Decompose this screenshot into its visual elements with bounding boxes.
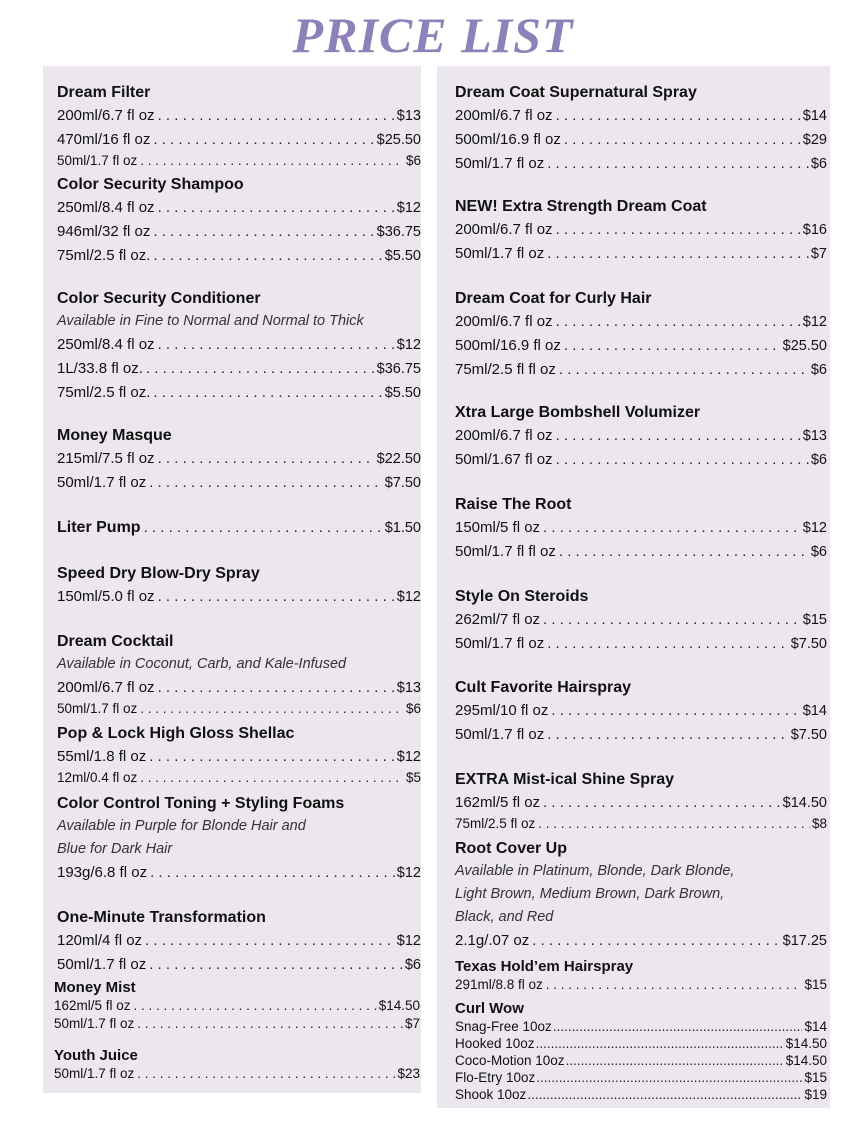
size-label: 295ml/10 fl oz	[455, 702, 549, 719]
dot-leader	[544, 242, 809, 265]
price-row	[455, 310, 827, 334]
dot-leader	[147, 861, 395, 884]
product-name: Dream Coat for Curly Hair	[455, 290, 652, 307]
price-row	[455, 976, 827, 994]
price-label: $25.50	[782, 338, 827, 354]
availability-note: Blue for Dark Hair	[57, 841, 173, 857]
product-liter-pump	[57, 516, 421, 540]
size-label: 200ml/6.7 fl oz	[57, 107, 155, 124]
dot-leader	[544, 723, 788, 746]
product-name: Color Security Conditioner	[57, 290, 261, 307]
price-row	[455, 448, 827, 472]
size-label: 75ml/2.5 fl oz.	[57, 384, 151, 401]
price-label: $12	[396, 749, 421, 765]
price-label: $17.25	[782, 933, 827, 949]
price-label: $12	[396, 589, 421, 605]
size-label: 200ml/6.7 fl oz	[455, 107, 553, 124]
dot-leader	[137, 769, 404, 787]
price-row	[455, 1069, 827, 1086]
size-label: 500ml/16.9 fl oz	[455, 131, 561, 148]
product-name: Liter Pump	[57, 519, 141, 536]
price-row	[57, 104, 421, 128]
page-title: PRICE LIST	[292, 7, 574, 63]
dot-leader	[146, 471, 382, 494]
price-row	[455, 1018, 827, 1035]
product-xtra-large-bombshell-volumizer	[455, 402, 827, 472]
size-label: 215ml/7.5 fl oz	[57, 450, 155, 467]
dot-leader	[134, 1065, 395, 1083]
size-label: Shook 10oz	[455, 1087, 527, 1102]
size-label: 500ml/16.9 fl oz	[455, 337, 561, 354]
availability-note: Black, and Red	[455, 909, 554, 925]
price-row	[455, 358, 827, 382]
size-label: 50ml/1.7 fl oz	[54, 1016, 135, 1031]
size-label: 75ml/2.5 fl fl oz	[455, 361, 556, 378]
product-name: Cult Favorite Hairspray	[455, 679, 632, 696]
size-label: 200ml/6.7 fl oz	[455, 427, 553, 444]
size-label: 250ml/8.4 fl oz	[57, 336, 155, 353]
price-row	[455, 152, 827, 176]
dot-leader	[137, 700, 404, 718]
price-row	[57, 381, 421, 405]
product-name: Speed Dry Blow-Dry Spray	[57, 565, 260, 582]
product-curl-wow	[455, 999, 827, 1103]
product-color-security-shampoo	[57, 174, 421, 268]
price-row	[57, 152, 421, 170]
price-label: $14	[802, 108, 827, 124]
size-label: 75ml/2.5 fl oz	[455, 816, 536, 831]
product-name: Color Control Toning + Styling Foams	[57, 795, 345, 812]
size-label: 470ml/16 fl oz	[57, 131, 151, 148]
price-row	[455, 815, 827, 833]
product-dream-coat-supernatural-spray	[455, 82, 827, 176]
price-label: $5.50	[384, 385, 421, 401]
price-row	[57, 953, 421, 977]
dot-leader	[142, 929, 395, 952]
dot-leader	[535, 1035, 784, 1052]
dot-leader	[535, 1069, 802, 1086]
dot-leader	[526, 1086, 802, 1103]
price-label: $13	[802, 428, 827, 444]
availability-note: Available in Platinum, Blonde, Dark Blonde,	[455, 863, 735, 879]
price-row	[57, 861, 421, 885]
size-label: 291ml/8.8 fl oz	[455, 977, 543, 992]
price-label: $8	[811, 816, 827, 831]
product-dream-filter	[57, 82, 421, 170]
dot-leader	[561, 334, 781, 357]
price-row	[455, 699, 827, 723]
product-extra-mist-ical-shine-spray	[455, 769, 827, 833]
dot-leader	[141, 516, 383, 539]
price-label: $1.50	[384, 520, 421, 536]
product-name: Xtra Large Bombshell Volumizer	[455, 404, 701, 421]
product-pop-and-lock-high-gloss-shellac	[57, 723, 421, 787]
size-label: Snag-Free 10oz	[455, 1019, 552, 1034]
size-label: 50ml/1.7 fl oz	[54, 1066, 135, 1081]
dot-leader	[561, 128, 801, 151]
price-row	[57, 676, 421, 700]
price-row	[57, 447, 421, 471]
dot-leader	[535, 815, 810, 833]
price-row	[57, 220, 421, 244]
product-name: Curl Wow	[455, 1000, 524, 1017]
right-price-panel	[437, 66, 830, 1108]
price-label: $14.50	[785, 1036, 827, 1051]
price-row	[54, 997, 420, 1015]
product-one-minute-transformation	[57, 907, 421, 977]
price-row	[455, 516, 827, 540]
size-label: 150ml/5 fl oz	[455, 519, 541, 536]
price-row	[455, 723, 827, 747]
dot-leader	[146, 745, 395, 768]
price-label: $7	[404, 1016, 420, 1031]
dot-leader	[155, 447, 375, 470]
price-row	[455, 218, 827, 242]
price-row	[455, 608, 827, 632]
dot-leader	[548, 699, 800, 722]
product-name: Dream Filter	[57, 84, 151, 101]
price-label: $7.50	[384, 475, 421, 491]
dot-leader	[553, 218, 801, 241]
product-name: EXTRA Mist-ical Shine Spray	[455, 771, 675, 788]
availability-note: Light Brown, Medium Brown, Dark Brown,	[455, 886, 725, 902]
dot-leader	[540, 791, 781, 814]
size-label: 200ml/6.7 fl oz	[455, 313, 553, 330]
dot-leader	[529, 929, 780, 952]
price-label: $6	[810, 452, 827, 468]
price-label: $6	[404, 957, 421, 973]
price-row	[57, 196, 421, 220]
price-row	[54, 1015, 420, 1033]
dot-leader	[155, 676, 395, 699]
price-row	[455, 540, 827, 564]
dot-leader	[553, 104, 801, 127]
availability-note: Available in Coconut, Carb, and Kale-Infused	[57, 656, 347, 672]
price-label: $6	[405, 701, 421, 716]
price-row	[57, 516, 421, 540]
size-label: 250ml/8.4 fl oz	[57, 199, 155, 216]
size-label: 50ml/1.7 fl oz	[57, 701, 138, 716]
dot-leader	[544, 632, 788, 655]
product-name: Money Masque	[57, 427, 172, 444]
size-label: Flo-Etry 10oz	[455, 1070, 536, 1085]
price-label: $12	[396, 337, 421, 353]
size-label: 200ml/6.7 fl oz	[57, 679, 155, 696]
dot-leader	[155, 585, 395, 608]
product-money-masque	[57, 425, 421, 495]
size-label: 120ml/4 fl oz	[57, 932, 143, 949]
size-label: 50ml/1.7 fl oz	[57, 474, 147, 491]
dot-leader	[540, 516, 801, 539]
dot-leader	[556, 358, 809, 381]
availability-note: Available in Purple for Blonde Hair and	[57, 818, 306, 834]
product-name: Dream Cocktail	[57, 633, 174, 650]
price-row	[455, 242, 827, 266]
dot-leader	[155, 333, 395, 356]
price-row	[57, 745, 421, 769]
size-label: Hooked 10oz	[455, 1036, 535, 1051]
product-name: Root Cover Up	[455, 840, 567, 857]
price-label: $6	[810, 544, 827, 560]
price-label: $7	[810, 246, 827, 262]
size-label: 200ml/6.7 fl oz	[455, 221, 553, 238]
price-label: $12	[396, 933, 421, 949]
price-row	[57, 929, 421, 953]
dot-leader	[565, 1052, 784, 1069]
product-texas-holdem-hairspray	[455, 957, 827, 994]
product-name: Style On Steroids	[455, 588, 589, 605]
dot-leader	[150, 128, 374, 151]
dot-leader	[540, 608, 801, 631]
left-price-panel	[43, 66, 421, 1093]
product-dream-coat-curly-hair	[455, 288, 827, 382]
product-youth-juice	[54, 1046, 420, 1083]
product-name: Color Security Shampoo	[57, 176, 244, 193]
price-row	[57, 585, 421, 609]
price-label: $12	[802, 314, 827, 330]
price-label: $29	[802, 132, 827, 148]
size-label: 1L/33.8 fl oz.	[57, 360, 143, 377]
price-label: $23	[397, 1066, 420, 1081]
product-color-security-conditioner	[57, 288, 421, 405]
dot-leader	[552, 1018, 803, 1035]
price-label: $12	[802, 520, 827, 536]
size-label: 75ml/2.5 fl oz.	[57, 247, 151, 264]
price-label: $15	[804, 1070, 827, 1085]
price-label: $6	[810, 362, 827, 378]
size-label: 2.1g/.07 oz	[455, 932, 530, 949]
price-row	[57, 769, 421, 787]
price-row	[57, 244, 421, 268]
price-row	[455, 1035, 827, 1052]
dot-leader	[553, 448, 809, 471]
price-label: $7.50	[790, 636, 827, 652]
product-name: Pop & Lock High Gloss Shellac	[57, 725, 295, 742]
price-label: $16	[802, 222, 827, 238]
size-label: 50ml/1.7 fl oz	[57, 956, 147, 973]
dot-leader	[150, 220, 374, 243]
price-row	[57, 357, 421, 381]
price-row	[57, 333, 421, 357]
size-label: 162ml/5 fl oz	[455, 794, 541, 811]
dot-leader	[131, 997, 377, 1015]
price-label: $19	[804, 1087, 827, 1102]
product-cult-favorite-hairspray	[455, 677, 827, 747]
dot-leader	[155, 104, 395, 127]
product-name: Dream Coat Supernatural Spray	[455, 84, 697, 101]
size-label: 193g/6.8 fl oz	[57, 864, 148, 881]
dot-leader	[150, 381, 382, 404]
product-name: One-Minute Transformation	[57, 909, 266, 926]
price-label: $15	[802, 612, 827, 628]
size-label: Coco-Motion 10oz	[455, 1053, 565, 1068]
price-label: $7.50	[790, 727, 827, 743]
price-row	[455, 791, 827, 815]
size-label: 12ml/0.4 fl oz	[57, 770, 138, 785]
size-label: 262ml/7 fl oz	[455, 611, 541, 628]
price-label: $5.50	[384, 248, 421, 264]
price-label: $12	[396, 200, 421, 216]
product-color-control-toning-foams	[57, 793, 421, 885]
dot-leader	[155, 196, 395, 219]
price-label: $36.75	[376, 361, 421, 377]
size-label: 50ml/1.67 fl oz	[455, 451, 553, 468]
dot-leader	[146, 953, 403, 976]
price-label: $14	[804, 1019, 827, 1034]
price-label: $12	[396, 865, 421, 881]
price-row	[455, 1052, 827, 1069]
size-label: 50ml/1.7 fl oz	[57, 153, 138, 168]
price-row	[455, 424, 827, 448]
price-row	[57, 128, 421, 152]
size-label: 50ml/1.7 fl fl oz	[455, 543, 556, 560]
price-label: $6	[405, 153, 421, 168]
dot-leader	[544, 152, 809, 175]
price-row	[455, 632, 827, 656]
product-raise-the-root	[455, 494, 827, 564]
size-label: 162ml/5 fl oz	[54, 998, 131, 1013]
product-name: Money Mist	[54, 979, 136, 996]
price-row	[455, 334, 827, 358]
product-name: Raise The Root	[455, 496, 572, 513]
price-label: $6	[810, 156, 827, 172]
size-label: 50ml/1.7 fl oz	[455, 726, 545, 743]
product-money-mist	[54, 978, 420, 1033]
price-row	[455, 929, 827, 953]
dot-leader	[553, 424, 801, 447]
product-extra-strength-dream-coat	[455, 196, 827, 266]
price-row	[455, 104, 827, 128]
price-row	[57, 471, 421, 495]
price-label: $13	[396, 108, 421, 124]
price-label: $14.50	[782, 795, 827, 811]
price-label: $25.50	[376, 132, 421, 148]
size-label: 50ml/1.7 fl oz	[455, 635, 545, 652]
price-label: $14.50	[378, 998, 420, 1013]
price-label: $22.50	[376, 451, 421, 467]
price-label: $36.75	[376, 224, 421, 240]
dot-leader	[134, 1015, 403, 1033]
size-label: 150ml/5.0 fl oz	[57, 588, 155, 605]
dot-leader	[553, 310, 801, 333]
price-row	[57, 700, 421, 718]
product-root-cover-up	[455, 838, 827, 953]
availability-note: Available in Fine to Normal and Normal to Thick	[57, 313, 364, 329]
product-style-on-steroids	[455, 586, 827, 656]
product-name: NEW! Extra Strength Dream Coat	[455, 198, 707, 215]
price-label: $14.50	[785, 1053, 827, 1068]
dot-leader	[143, 357, 375, 380]
price-label: $13	[396, 680, 421, 696]
price-label: $15	[804, 977, 827, 992]
size-label: 50ml/1.7 fl oz	[455, 155, 545, 172]
dot-leader	[543, 976, 803, 994]
dot-leader	[150, 244, 382, 267]
product-name: Texas Hold’em Hairspray	[455, 958, 634, 975]
dot-leader	[556, 540, 809, 563]
size-label: 50ml/1.7 fl oz	[455, 245, 545, 262]
size-label: 946ml/32 fl oz	[57, 223, 151, 240]
price-row	[455, 1086, 827, 1103]
product-speed-dry-blow-dry-spray	[57, 563, 421, 609]
product-name: Youth Juice	[54, 1047, 138, 1064]
price-row	[455, 128, 827, 152]
price-label: $14	[802, 703, 827, 719]
dot-leader	[137, 152, 404, 170]
product-dream-cocktail	[57, 631, 421, 718]
price-row	[54, 1065, 420, 1083]
price-label: $5	[405, 770, 421, 785]
size-label: 55ml/1.8 fl oz	[57, 748, 147, 765]
